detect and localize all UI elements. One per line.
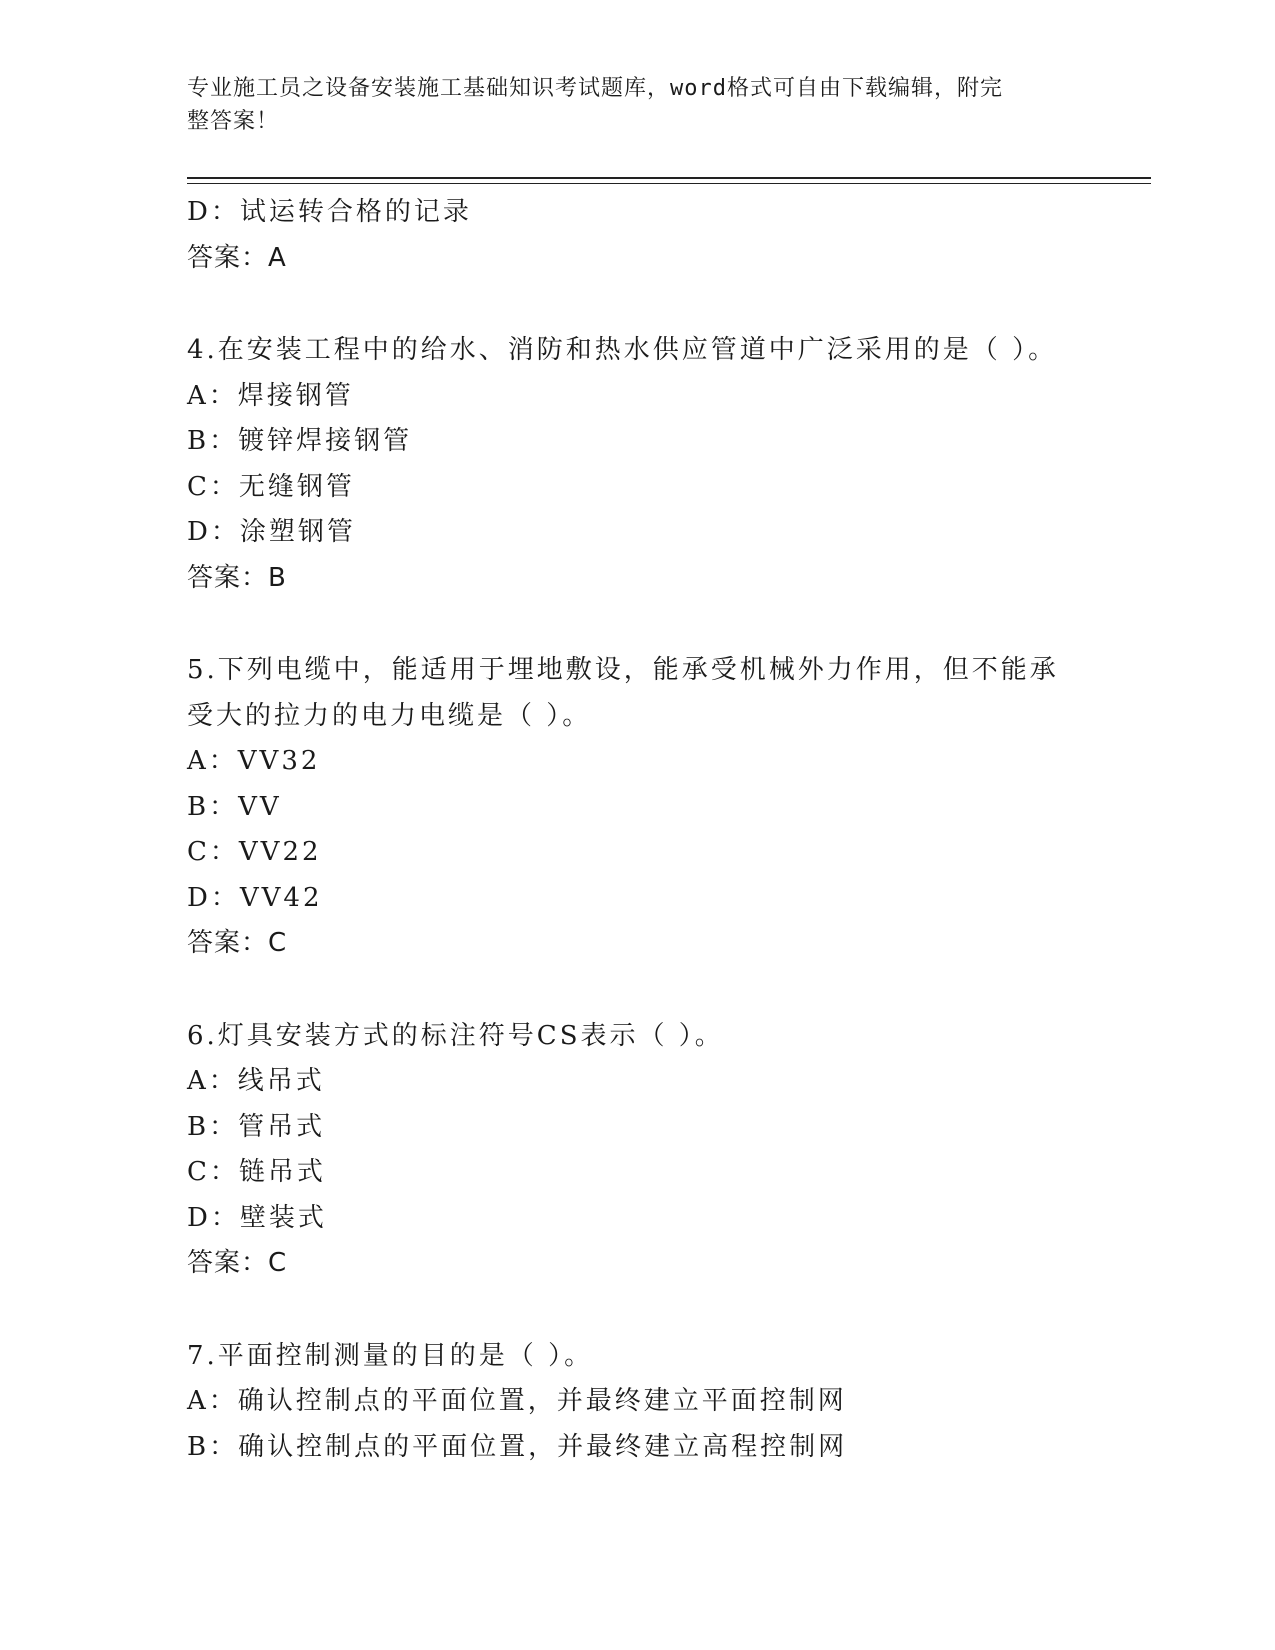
header-rule-thin — [187, 183, 1151, 184]
option-a: A：VV32 — [187, 746, 321, 776]
question-stem: 5.下列电缆中，能适用于埋地敷设，能承受机械外力作用，但不能承 — [187, 655, 1059, 685]
answer-line: 答案：A — [187, 242, 287, 273]
header-line-2: 整答案！ — [187, 109, 280, 134]
previous-question-tail — [187, 190, 1147, 281]
option-c: C：无缝钢管 — [187, 471, 355, 502]
option-b: B：管吊式 — [187, 1111, 326, 1142]
question-stem: 6.灯具安装方式的标注符号CS表示（ ）。 — [187, 1020, 724, 1051]
question-list — [187, 190, 1147, 1470]
answer-line: 答案：C — [187, 1248, 288, 1278]
option-a: A：确认控制点的平面位置，并最终建立平面控制网 — [187, 1386, 847, 1416]
question-stem: 4.在安装工程中的给水、消防和热水供应管道中广泛采用的是（ ）。 — [187, 335, 1058, 365]
option-c: C：链吊式 — [187, 1157, 326, 1187]
option-a: A：线吊式 — [187, 1066, 325, 1096]
question-stem-continued: 受大的拉力的电力电缆是（ ）。 — [187, 700, 592, 731]
answer-line: 答案：B — [187, 562, 287, 593]
option-d: D：涂塑钢管 — [187, 517, 356, 547]
answer-line: 答案：C — [187, 928, 288, 958]
option-b: B：镀锌焊接钢管 — [187, 426, 413, 456]
header-line-1: 专业施工员之设备安装施工基础知识考试题库，word格式可自由下载编辑，附完 — [187, 76, 1003, 101]
question-7 — [187, 1334, 1147, 1471]
option-c: C：VV22 — [187, 837, 322, 867]
document-header — [187, 72, 1067, 138]
option-b: B：确认控制点的平面位置，并最终建立高程控制网 — [187, 1431, 848, 1462]
option-d: D：试运转合格的记录 — [187, 197, 472, 227]
option-d: D：壁装式 — [187, 1202, 327, 1233]
option-b: B：VV — [187, 791, 282, 822]
option-d: D：VV42 — [187, 882, 323, 913]
question-5 — [187, 648, 1147, 967]
question-stem: 7.平面控制测量的目的是（ ）。 — [187, 1340, 594, 1371]
header-rule-thick — [187, 177, 1151, 179]
question-6 — [187, 1014, 1147, 1287]
option-a: A：焊接钢管 — [187, 380, 354, 411]
question-4 — [187, 328, 1147, 601]
